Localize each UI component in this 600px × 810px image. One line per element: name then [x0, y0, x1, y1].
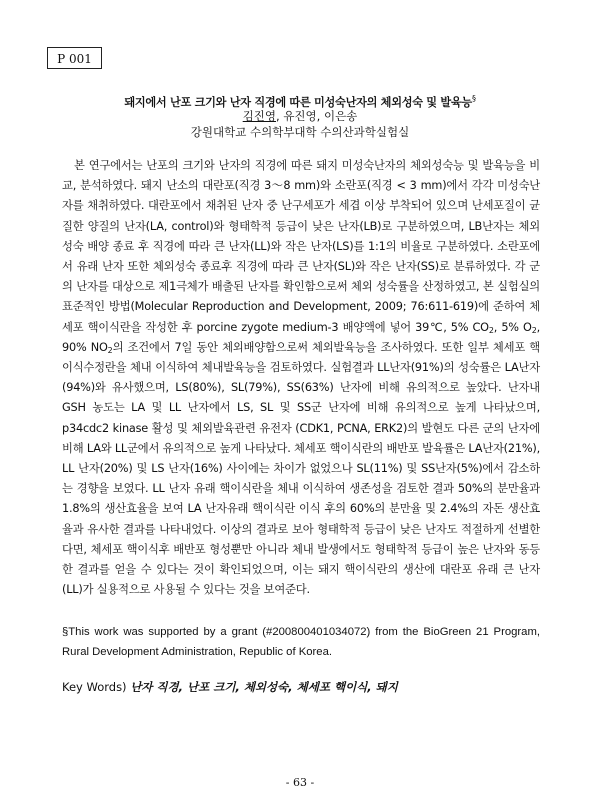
title-text: 돼지에서 난포 크기와 난자 직경에 따른 미성숙난자의 체외성숙 및 발육능	[124, 96, 472, 109]
affiliation: 강원대학교 수의학부대학 수의산과학실험실	[190, 125, 410, 139]
abstract-text: 의 조건에서 7일 동안 체외배양함으로써 체외발육능을 조사하였다. 또한 일부 체세포 핵이식수정란을 체내 이식하여 체내발육능을 검토하였다. 실험결과 LL난자(91%)의 성숙률은 LA난자(94%)와 유사했으며, LS(80%), SL(79%), SS(63%) 난자에 비해 유의적으로 높았다. 난자내 GSH 농도는 LA 및 LL 난자에서 LS, SL 및 SS군 난자에 비해 유의적으로 높게 나타났으며, p34cdc2 kinase 활성 및 체외발육관련 유전자 (CDK1, PCNA, ERK2)의 발현도 다른 군의 난자에 비해 LA와 LL군에서 유의적으로 높게 나타났다. 체세포 핵이식란의 배반포 발육률은 LA난자(21%), LL 난자(20%) 및 LS 난자(16%) 사이에는 차이가 없었으나 SL(11%) 및 SS난자(5%)에서 감소하는 경향을 보였다. LL 난자 유래 핵이식란을 체내 이식하여 생존성을 검토한 결과 50%의 분만율과 1.8%의 생산효율을 보여 LA 난자유래 핵이식란 이식 후의 60%의 분만율 및 2.4%의 자돈 생산효율과 유사한 결과를 나타내었다. 이상의 결과로 보아 형태학적 등급이 낮은 난자도 적절하게 선별한다면, 체세포 핵이식후 배반포 형성뿐만 아니라 체내 발생에서도 형태학적 등급이 높은 난자와 동등한 결과를 얻을 수 있다는 것이 확인되었으며, 이는 돼지 핵이식란의 생산에 대란포 유래 큰 난자 (LL)가 실용적으로 사용될 수 있다는 것을 보여준다.	[62, 340, 540, 597]
presenting-author: 김진영	[242, 109, 277, 123]
subscript: 2	[531, 325, 537, 335]
keywords-values: 난자 직경, 난포 크기, 체외성숙, 체세포 핵이식, 돼지	[130, 680, 398, 694]
abstract-text: , 5% O	[493, 320, 532, 334]
author-name: 이은송	[323, 109, 358, 123]
subscript: 2	[488, 325, 494, 335]
funding-note: §This work was supported by a grant (#200800401034072) from the BioGreen 21 Program, Rural Development Administration, Republic of Korea.	[62, 626, 540, 658]
abstract-body	[62, 156, 540, 600]
author-separator: ,	[316, 109, 324, 123]
abstract-text: 본 연구에서는 난포의 크기와 난자의 직경에 따른 돼지 미성숙난자의 체외성숙능 및 발육능을 비교, 분석하였다. 돼지 난소의 대란포(직경 3～8 mm)와 소란포(직경 < 3 mm)에서 각각 미성숙난자를 채취하였다. 대란포에서 채취된 난자 중 난구세포가 세겹 이상 부착되어 있으며 난세포질이 균질한 양질의 난자(LA, control)와 형태학적 등급이 낮은 난자(LB)로 구분하였으며, LB난자는 체외성숙 배양 종료 후 직경에 따라 큰 난자(LL)와 작은 난자(LS)를 1:1의 비율로 구분하였다. 소란포에서 유래 난자 또한 체외성숙 종료후 직경에 따라 큰 난자(SL)와 작은 난자(SS)로 분류하였다. 각 군의 난자를 대상으로 제1극체가 배출된 난자를 확인함으로써 체외 성숙률을 산정하였고, 본 실험실의 표준적인 방법(Molecular Reproduction and Development, 2009; 76:611-619)에 준하여 체세포 핵이식란을 작성한 후 porcine zygote medium-3 배양액에 넣어 39℃, 5% CO	[62, 159, 540, 334]
author-separator: ,	[276, 109, 284, 123]
title-footnote-mark: §	[471, 94, 476, 103]
author-list	[40, 108, 560, 124]
keywords-label: Key Words)	[62, 680, 131, 694]
page-id-box: P 001	[47, 47, 102, 69]
abstract-text: , 90% NO	[62, 320, 540, 354]
author-name: 유진영	[283, 109, 317, 123]
keywords	[62, 679, 540, 695]
page-number: - 63 -	[285, 776, 315, 789]
subscript: 2	[107, 345, 113, 355]
